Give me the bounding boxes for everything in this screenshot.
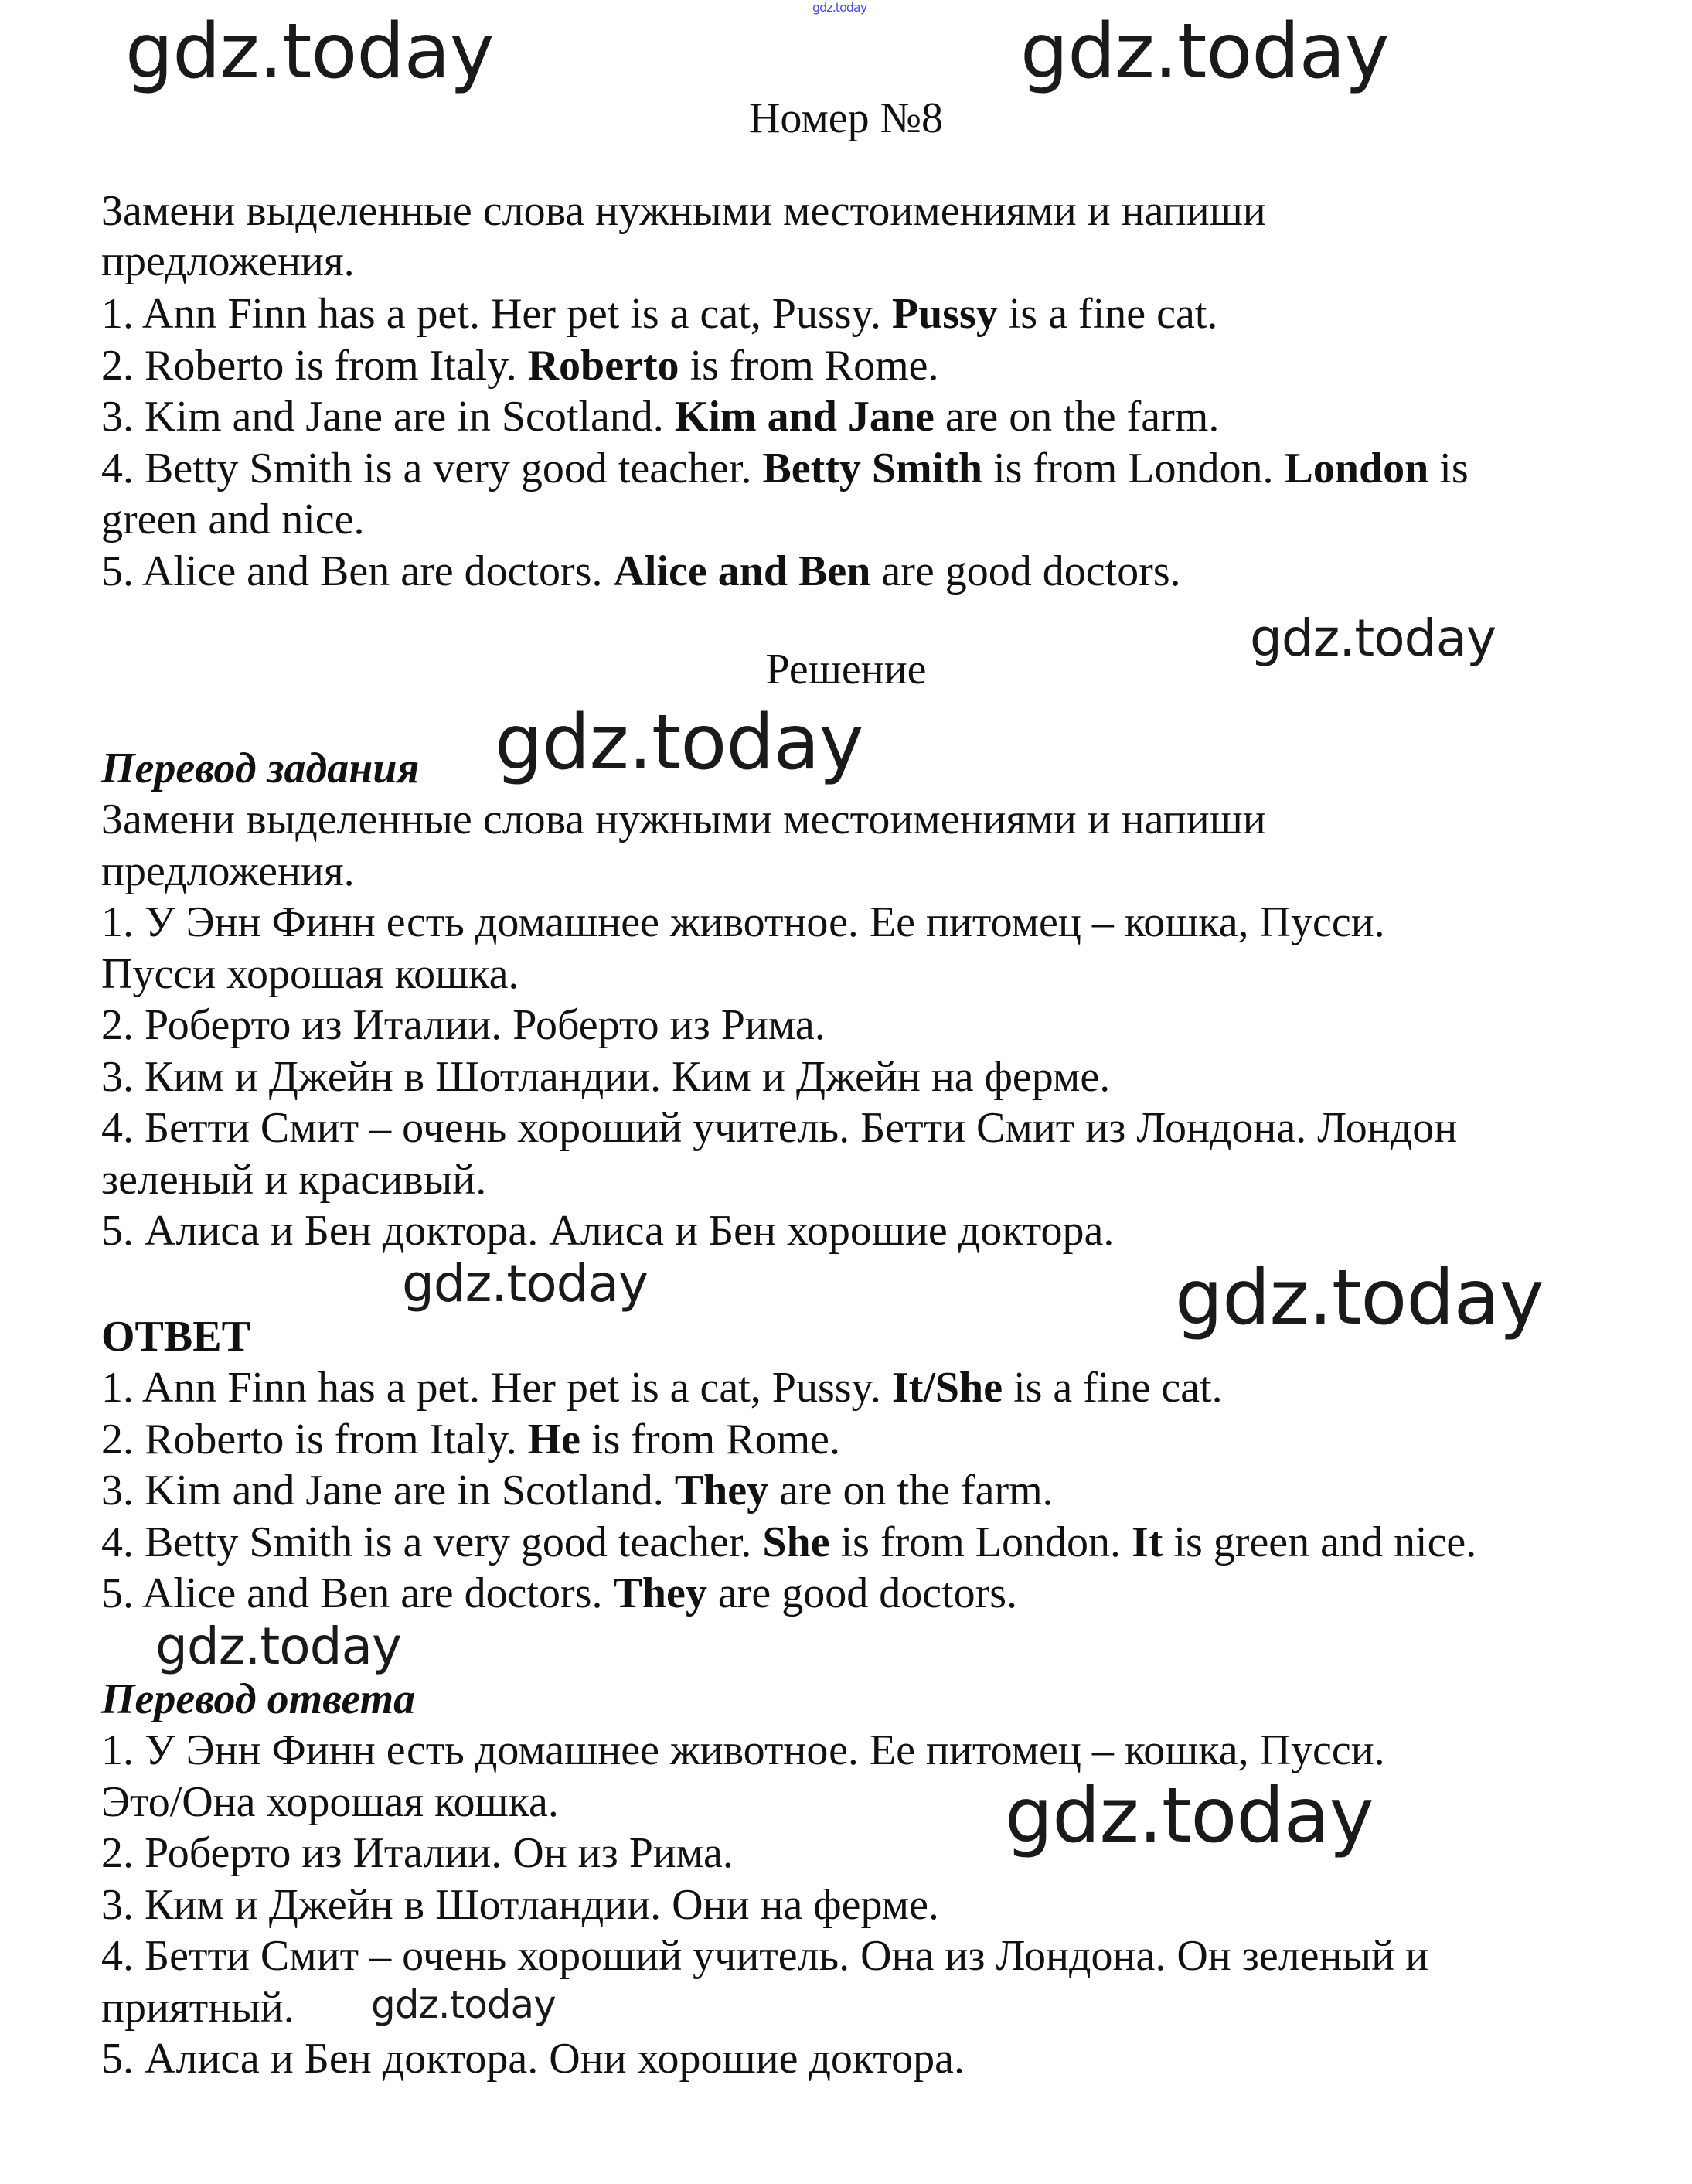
answer-line: [101, 1516, 1476, 1569]
answer-translation-heading: Перевод ответа: [101, 1675, 416, 1723]
watermark: gdz.today: [495, 699, 863, 787]
text-segment: 5. Алиса и Бен доктора. Алиса и Бен хорошие доктора.: [101, 1207, 1115, 1255]
text-segment: зеленый и красивый.: [101, 1156, 487, 1204]
task-line: [101, 185, 1266, 237]
highlighted-word: Roberto: [527, 342, 679, 390]
task-translation-line: [101, 999, 826, 1051]
highlighted-word: It: [1131, 1518, 1163, 1566]
answer-translation-line: [101, 1879, 939, 1931]
text-segment: приятный.: [101, 1984, 294, 2032]
answer-line: [101, 1413, 840, 1466]
text-segment: is from London.: [829, 1518, 1132, 1566]
watermark: gdz.today: [1005, 1772, 1374, 1860]
answer-heading: ОТВЕТ: [101, 1313, 250, 1361]
highlighted-word: Alice and Ben: [613, 547, 871, 595]
text-segment: are on the farm.: [768, 1467, 1054, 1514]
task-translation-line: [101, 1102, 1457, 1154]
text-segment: green and nice.: [101, 496, 365, 543]
task-translation-line: [101, 1204, 1114, 1257]
text-segment: 4. Бетти Смит – очень хороший учитель. Она из Лондона. Он зеленый и: [101, 1932, 1429, 1980]
answer-translation-line: [101, 1776, 559, 1828]
watermark: gdz.today: [125, 8, 494, 96]
text-segment: is: [1428, 445, 1469, 492]
task-translation-line: [101, 1051, 1110, 1103]
text-segment: is from Rome.: [679, 342, 939, 390]
text-segment: 1. У Энн Финн есть домашнее животное. Ее питомец – кошка, Пусси.: [101, 1726, 1385, 1774]
answer-translation-line: [101, 1827, 734, 1879]
text-segment: Замени выделенные слова нужными местоимениями и напиши: [101, 796, 1266, 843]
watermark: gdz.today: [1250, 608, 1496, 668]
text-segment: 1. Ann Finn has a pet. Her pet is a cat, Pussy.: [101, 1364, 892, 1412]
text-segment: is from London.: [982, 445, 1285, 492]
answer-translation-line: [101, 1981, 294, 2034]
task-line: [101, 235, 355, 288]
text-segment: 5. Alice and Ben are doctors.: [101, 1569, 614, 1617]
text-segment: 2. Roberto is from Italy.: [101, 1416, 528, 1463]
answer-line: [101, 1361, 1223, 1414]
watermark: gdz.today: [402, 1254, 649, 1313]
task-translation-line: [101, 845, 355, 898]
text-segment: are good doctors.: [870, 547, 1181, 595]
text-segment: 2. Roberto is from Italy.: [101, 342, 528, 390]
highlighted-word: Kim and Jane: [674, 393, 935, 441]
text-segment: 3. Ким и Джейн в Шотландии. Ким и Джейн на ферме.: [101, 1053, 1111, 1101]
text-segment: Замени выделенные слова нужными местоимениями и напиши: [101, 187, 1266, 235]
text-segment: 4. Betty Smith is a very good teacher.: [101, 445, 763, 492]
task-translation-heading: Перевод задания: [101, 744, 420, 792]
task-line: [101, 339, 939, 392]
task-line: [101, 545, 1181, 598]
task-translation-line: [101, 948, 519, 1000]
text-segment: are on the farm.: [934, 393, 1220, 441]
watermark: gdz.today: [371, 1982, 556, 2027]
answer-translation-line: [101, 1724, 1385, 1777]
highlighted-word: London: [1284, 445, 1429, 492]
text-segment: 5. Алиса и Бен доктора. Они хорошие доктора.: [101, 2035, 965, 2083]
text-segment: 3. Kim and Jane are in Scotland.: [101, 393, 675, 441]
answer-translation-line: [101, 1930, 1428, 1982]
text-segment: is a fine cat.: [997, 290, 1218, 338]
task-translation-line: [101, 1153, 486, 1206]
text-segment: 4. Betty Smith is a very good teacher.: [101, 1518, 763, 1566]
watermark: gdz.today: [155, 1617, 402, 1676]
task-line: [101, 288, 1217, 340]
text-segment: Это/Она хорошая кошка.: [101, 1778, 559, 1826]
text-segment: предложения.: [101, 847, 355, 895]
highlighted-word: He: [527, 1416, 581, 1463]
task-translation-line: [101, 896, 1385, 949]
highlighted-word: They: [613, 1569, 707, 1617]
highlighted-word: She: [762, 1518, 830, 1566]
text-segment: 1. Ann Finn has a pet. Her pet is a cat, Pussy.: [101, 290, 892, 338]
text-segment: 2. Роберто из Италии. Роберто из Рима.: [101, 1001, 826, 1049]
highlighted-word: It/She: [891, 1364, 1003, 1412]
text-segment: is a fine cat.: [1003, 1364, 1223, 1412]
task-line: [101, 390, 1219, 443]
task-line: [101, 442, 1469, 495]
task-translation-line: [101, 793, 1266, 846]
text-segment: 5. Alice and Ben are doctors.: [101, 547, 614, 595]
highlighted-word: Pussy: [891, 290, 998, 338]
text-segment: 4. Бетти Смит – очень хороший учитель. Бетти Смит из Лондона. Лондон: [101, 1104, 1458, 1152]
answer-line: [101, 1567, 1017, 1620]
page-title: Номер №8: [748, 94, 944, 142]
solution-heading: Решение: [765, 646, 927, 693]
text-segment: are good doctors.: [706, 1569, 1018, 1617]
text-segment: 1. У Энн Финн есть домашнее животное. Ее питомец – кошка, Пусси.: [101, 898, 1385, 946]
answer-translation-line: [101, 2032, 965, 2085]
text-segment: 3. Kim and Jane are in Scotland.: [101, 1467, 675, 1514]
highlighted-word: They: [674, 1467, 769, 1514]
watermark: gdz.today: [1020, 8, 1389, 96]
text-segment: предложения.: [101, 237, 355, 285]
highlighted-word: Betty Smith: [762, 445, 983, 492]
text-segment: 2. Роберто из Италии. Он из Рима.: [101, 1829, 734, 1877]
answer-line: [101, 1464, 1054, 1517]
text-segment: is from Rome.: [580, 1416, 841, 1463]
text-segment: Пусси хорошая кошка.: [101, 950, 519, 998]
text-segment: is green and nice.: [1163, 1518, 1477, 1566]
watermark-top: gdz.today: [812, 0, 867, 15]
text-segment: 3. Ким и Джейн в Шотландии. Они на ферме.: [101, 1881, 939, 1929]
task-line: [101, 493, 364, 546]
watermark: gdz.today: [1175, 1254, 1544, 1342]
